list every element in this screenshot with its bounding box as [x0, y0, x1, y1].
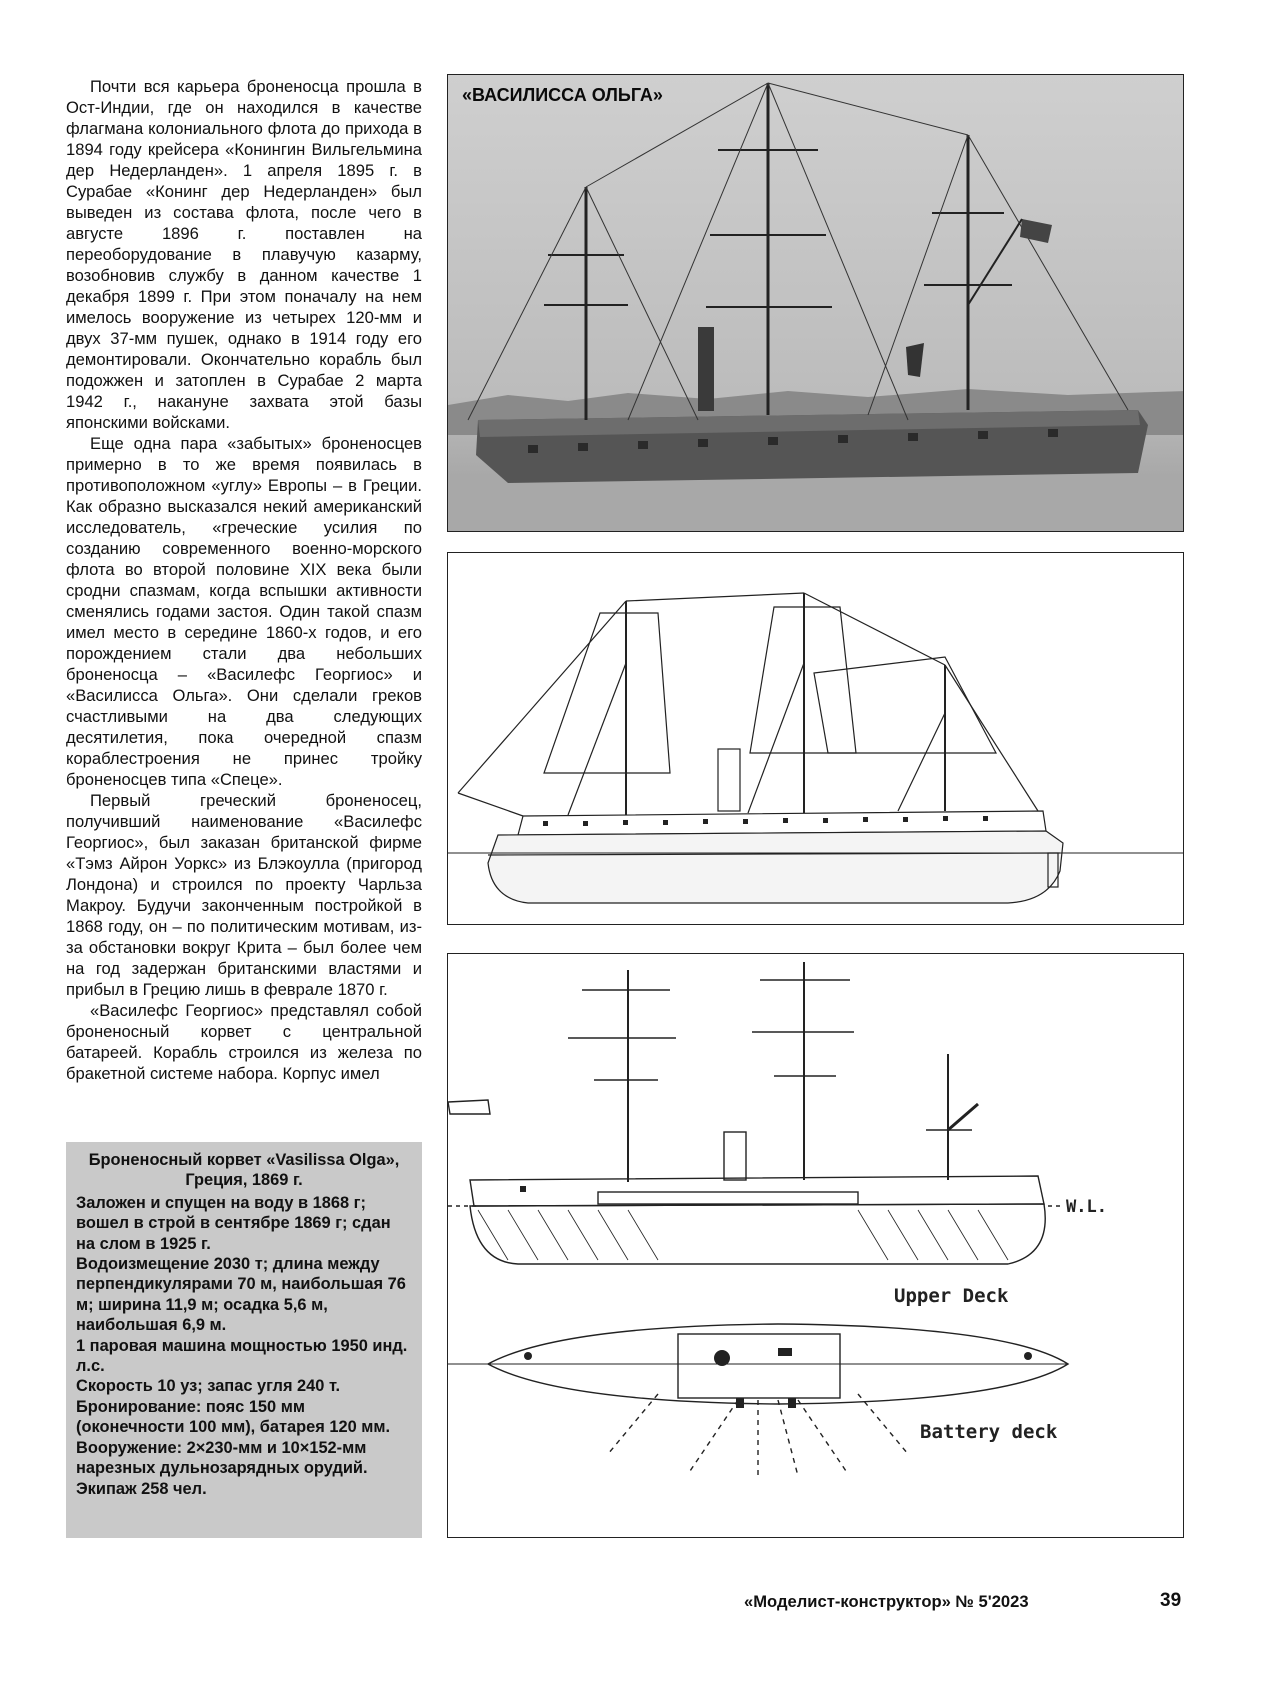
- ship-photo-illustration: [448, 75, 1184, 532]
- profile-line-drawing: [448, 553, 1184, 925]
- magazine-footer: «Моделист-конструктор» № 5'2023: [744, 1592, 1029, 1611]
- spec-box: [66, 1142, 422, 1538]
- paragraph-3: Первый греческий броненосец, получивший наименование «Василефс Георгиос», был заказан британской фирме «Тэмз Айрон Уоркс» из Блэкоулла (пригород Лондона) и строился по проекту Чарльза Макроу. Будучи законченным постройкой в 1868 году, он – по политическим мотивам, из-за обстановки вокруг Крита – был более чем на год задержан британскими властями и прибыл в Грецию лишь в феврале 1870 г.: [66, 791, 422, 999]
- spec-title: Броненосный корвет «Vasilissa Olga», Греция, 1869 г.: [88, 1151, 400, 1190]
- spec-line: Водоизмещение 2030 т; длина между перпендикулярами 70 м, наибольшая 76 м; ширина 11,9 м; осадка 5,6 м, наибольшая 6,9 м.: [76, 1255, 406, 1335]
- photo-caption: «ВАСИЛИССА ОЛЬГА»: [462, 85, 663, 105]
- paragraph-2: Еще одна пара «забытых» броненосцев примерно в то же время появилась в противоположном «углу» Европы – в Греции. Как образно высказался некий американский исследователь, «греческие усилия по созданию современного военно-морского флота во второй половине XIX века были сродни спазмам, когда вспышки активности сменялись годами застоя. Один такой спазм имел место в середине 1860-х годов, и его порождением стали два небольших броненосца – «Василефс Георгиос» и «Василисса Ольга». Они сделали греков счастливыми на два следующих десятилетия, пока очередной спазм кораблестроения не принес тройку броненосцев типа «Спеце».: [66, 434, 422, 789]
- page-number: 39: [1160, 1590, 1182, 1611]
- ship-photo: [447, 74, 1184, 532]
- paragraph-4: «Василефс Георгиос» представлял собой броненосный корвет с центральной батареей. Корабль строился из железа по бракетной системе набора. Корпус имел: [66, 1001, 422, 1083]
- upper-deck-label: Upper Deck: [894, 1285, 1009, 1307]
- plan-line-drawing: [448, 954, 1184, 1538]
- ship-plan-drawing: [447, 953, 1184, 1538]
- paragraph-1: Почти вся карьера броненосца прошла в Ост-Индии, где он находился в качестве флагмана колониального флота до прихода в 1894 году крейсера «Конингин Вильгельмина дер Недерланден». 1 апреля 1895 г. в Сурабае «Конинг дер Недерланден» был выведен из состава флота, после чего в августе 1896 г. поставлен на переоборудование в плавучую казарму, возобновив службу в данном качестве 1 декабря 1899 г. При этом поначалу на нем имелось вооружение из четырех 120-мм и двух 37-мм пушек, однако в 1914 году его демонтировали. Окончательно корабль был подожжен и затоплен в Сурабае 2 марта 1942 г., накануне захвата этой базы японскими войсками.: [66, 77, 422, 432]
- spec-line: Бронирование: пояс 150 мм (оконечности 100 мм), батарея 120 мм.: [76, 1397, 391, 1437]
- article-body: [66, 76, 422, 1084]
- spec-line: Заложен и спущен на воду в 1868 г; вошел в строй в сентябре 1869 г; сдан на слом в 1925 г.: [76, 1193, 391, 1253]
- spec-line: Скорость 10 уз; запас угля 240 т.: [76, 1377, 341, 1396]
- spec-line: 1 паровая машина мощностью 1950 инд. л.с.: [76, 1336, 408, 1376]
- battery-deck-label: Battery deck: [920, 1421, 1058, 1443]
- ship-profile-drawing: [447, 552, 1184, 925]
- waterline-label: W.L.: [1066, 1197, 1107, 1217]
- spec-line: Вооружение: 2×230-мм и 10×152-мм нарезных дульнозарядных орудий.: [76, 1438, 368, 1478]
- spec-line: Экипаж 258 чел.: [76, 1479, 207, 1498]
